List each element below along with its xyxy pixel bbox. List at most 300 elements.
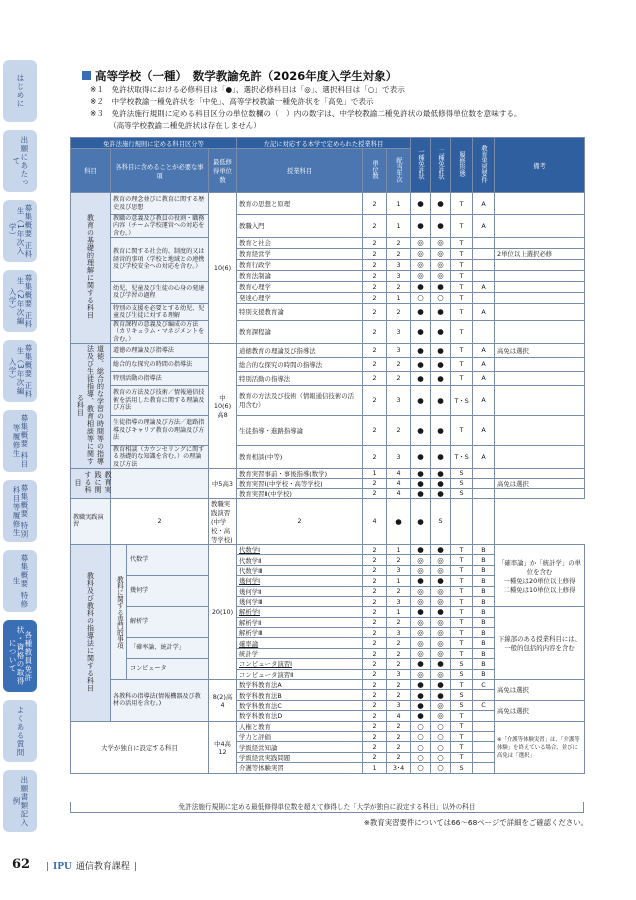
type2-mark: ● — [431, 281, 451, 292]
practice-req: A — [473, 357, 495, 371]
year: 1 — [387, 292, 411, 303]
page-title — [82, 68, 397, 84]
method: T — [451, 680, 473, 690]
type2-mark: ◎ — [431, 270, 451, 281]
year: 2 — [387, 586, 411, 596]
header-type2: 二種免許状 — [431, 138, 451, 193]
table-row — [71, 385, 585, 415]
type1-mark: ◎ — [411, 565, 431, 575]
practice-req — [473, 468, 495, 478]
table-row — [71, 544, 585, 554]
practice-reference-note: ※教育実習要件については66〜68ページで詳細をご確認ください。 — [363, 818, 588, 827]
method: S — [451, 700, 473, 710]
type1-mark: ● — [411, 576, 431, 586]
method: T — [451, 343, 473, 357]
units: 2 — [363, 544, 387, 554]
header-remarks: 備考 — [495, 138, 585, 193]
category-jissen: 教育実践に関する科目 — [71, 468, 111, 498]
method: S — [451, 478, 473, 488]
header-course: 授業科目 — [237, 149, 363, 193]
type2-mark: ● — [431, 607, 451, 617]
type1-mark: ○ — [411, 292, 431, 303]
subject-group-label: 「確率論、統計学」 — [127, 638, 208, 659]
units: 2 — [363, 371, 387, 385]
remarks-cell — [495, 303, 585, 320]
type2-mark: ○ — [431, 721, 451, 731]
type2-mark: ● — [431, 576, 451, 586]
type1-mark: ◎ — [411, 669, 431, 679]
method: T — [451, 215, 473, 238]
course-name: 特別支援教育論 — [237, 303, 363, 320]
type2-mark: ● — [431, 478, 451, 488]
method: T — [451, 721, 473, 731]
units: 2 — [363, 357, 387, 371]
course-name: 教育経営学 — [237, 248, 363, 259]
type2-mark: ◎ — [431, 628, 451, 638]
side-tab-10[interactable] — [3, 700, 37, 762]
practice-req: B — [473, 659, 495, 669]
method: T — [451, 607, 473, 617]
type1-mark: ● — [411, 215, 431, 238]
units: 2 — [363, 292, 387, 303]
method: T — [451, 752, 473, 762]
brand-logo: IPU — [53, 862, 72, 872]
course-name: 解析学Ⅰ — [237, 607, 363, 617]
units: 2 — [363, 478, 387, 488]
units: 2 — [363, 628, 387, 638]
course-name: 教育課程論 — [237, 320, 363, 343]
table-row — [71, 721, 585, 731]
practice-req: A — [473, 193, 495, 215]
method: T — [451, 248, 473, 259]
type2-mark: ● — [431, 415, 451, 445]
type1-mark: ● — [411, 544, 431, 554]
required-item: 幼児、児童及び生徒の心身の発達及び学習の過程 — [111, 281, 209, 303]
header-min-units: 最低修得単位数 — [209, 149, 237, 193]
units: 2 — [363, 742, 387, 752]
type1-mark: ● — [411, 320, 431, 343]
category-kyoka: 教科及び教科の指導法に関する科目 — [71, 544, 111, 721]
type2-mark: ● — [431, 215, 451, 238]
remarks-cell — [473, 498, 495, 544]
subject-group-label: 代数学 — [127, 545, 208, 576]
practice-req: A — [473, 303, 495, 320]
note-3: ※３ 免許法施行規則に定める科目区分の単位数欄の（ ）内の数字は、中学校教諭二種免許状の最低修得単位数を意味する。 — [90, 109, 522, 118]
required-item: 特別活動の指導法 — [111, 371, 209, 385]
practice-req: B — [473, 586, 495, 596]
course-name: 生徒指導・進路指導論 — [237, 415, 363, 445]
method: T・S — [451, 445, 473, 468]
side-tab-label: はじめに — [15, 74, 25, 108]
year: 1 — [387, 544, 411, 554]
course-name: 学級経営実践問題 — [237, 752, 363, 762]
type2-mark: ◎ — [431, 248, 451, 259]
required-item: 教職の意義及び教員の役割・職務内容（チーム学校運営への対応を含む。） — [111, 215, 209, 238]
course-name: 数学科教育法C — [237, 700, 363, 710]
units: 2 — [363, 385, 387, 415]
category-daigaku: 大学が独自に設定する科目 — [71, 721, 209, 773]
required-item: 教育課程の意義及び編成の方法（カリキュラム・マネジメントを含む。） — [111, 320, 209, 343]
practice-req: C — [473, 680, 495, 690]
remarks-cell: 高免は選択 — [495, 343, 585, 357]
required-item: 教育に関する社会的、制度的又は経営的事項（学校と地域との連携及び学校安全への対応を含む。） — [111, 237, 209, 281]
table-row — [71, 371, 585, 385]
table-row — [71, 445, 585, 468]
required-item: 特別の支援を必要とする幼児、児童及び生徒に対する理解 — [111, 303, 209, 320]
units: 2 — [363, 445, 387, 468]
practice-req: A — [473, 215, 495, 238]
header-right-group: 左記に対応する本学で定められた授業科目 — [237, 138, 411, 149]
units: 2 — [363, 711, 387, 721]
page-number: 62 — [12, 857, 31, 872]
method: T — [451, 742, 473, 752]
category-kyoshoku: 教職実践演習 — [71, 498, 111, 544]
type2-mark: ● — [411, 498, 431, 544]
units: 2 — [363, 690, 387, 700]
units: 2 — [363, 281, 387, 292]
kyoka-sub-label: 教科に関する専門的事項 — [111, 545, 127, 679]
course-name: 介護等体験実習 — [237, 763, 363, 773]
course-name: 幾何学Ⅱ — [237, 586, 363, 596]
type1-mark: ● — [411, 607, 431, 617]
method: T — [451, 259, 473, 270]
units: 2 — [363, 555, 387, 565]
year: 2 — [387, 690, 411, 700]
table-row — [71, 193, 585, 215]
course-name: 発達心理学 — [237, 292, 363, 303]
course-name: 特別活動の指導法 — [237, 371, 363, 385]
type1-mark: ● — [411, 478, 431, 488]
course-name: 人権と教育 — [237, 721, 363, 731]
year: 2 — [387, 371, 411, 385]
remarks-cell — [495, 292, 585, 303]
practice-req — [473, 270, 495, 281]
type2-mark: ◎ — [431, 237, 451, 248]
course-name: コンピュータ演習Ⅰ — [237, 659, 363, 669]
method: T — [451, 731, 473, 741]
required-item: 教育の理念並びに教育に関する歴史及び思想 — [111, 193, 209, 215]
practice-req — [473, 752, 495, 762]
units: 2 — [363, 303, 387, 320]
side-tab-7[interactable] — [3, 480, 37, 542]
remarks-cell — [495, 215, 585, 238]
side-tab-4[interactable] — [3, 270, 37, 332]
type1-mark: ◎ — [411, 628, 431, 638]
type2-mark: ● — [431, 659, 451, 669]
year: 2 — [387, 659, 411, 669]
practice-req: B — [473, 544, 495, 554]
type1-mark: ◎ — [411, 259, 431, 270]
min-units: 2 — [111, 498, 209, 544]
subject-group-label: 幾何学 — [127, 576, 208, 607]
subject-groups — [111, 544, 209, 679]
practice-req: B — [473, 628, 495, 638]
type1-mark: ○ — [411, 731, 431, 741]
practice-req: B — [473, 648, 495, 658]
units: 2 — [363, 343, 387, 357]
year: 2 — [387, 281, 411, 292]
type2-mark: ● — [431, 357, 451, 371]
side-tab-label: 出願にあたって — [12, 135, 29, 187]
method: S — [451, 488, 473, 498]
units: 2 — [237, 498, 363, 544]
min-units: 10(6) — [209, 193, 237, 344]
side-tab-8[interactable] — [3, 550, 37, 612]
type1-mark: ● — [411, 357, 431, 371]
type1-mark: ● — [411, 303, 431, 320]
course-name: 数学科教育法B — [237, 690, 363, 700]
method: T — [451, 586, 473, 596]
units: 2 — [363, 659, 387, 669]
method: T — [451, 193, 473, 215]
type1-mark: ◎ — [411, 248, 431, 259]
method: T — [451, 303, 473, 320]
method: T — [451, 544, 473, 554]
units: 2 — [363, 576, 387, 586]
method: T — [451, 617, 473, 627]
units: 2 — [363, 215, 387, 238]
course-name: 数学科教育法D — [237, 711, 363, 721]
year: 3 — [387, 259, 411, 270]
course-name: 教職実践演習(中学校・高等学校) — [209, 498, 237, 544]
type2-mark: ● — [431, 544, 451, 554]
type1-mark: ◎ — [411, 648, 431, 658]
side-tab-9[interactable] — [3, 620, 37, 692]
required-item: 教育の方法及び技術／情報通信技術を活用した教育に関する理論及び方法 — [111, 385, 209, 415]
method: T — [451, 281, 473, 292]
type1-mark: ● — [411, 445, 431, 468]
required-item: 生徒指導の理論及び方法／進路指導及びキャリア教育の理論及び方法 — [111, 415, 209, 445]
type1-mark: ● — [387, 498, 411, 544]
course-name: 教育相談(中等) — [237, 445, 363, 468]
units: 2 — [363, 237, 387, 248]
practice-req: B — [473, 596, 495, 606]
year: 2 — [387, 731, 411, 741]
units: 2 — [363, 731, 387, 741]
course-name: 教育行政学 — [237, 259, 363, 270]
side-tab-5[interactable] — [3, 340, 37, 402]
year: 3 — [387, 628, 411, 638]
header-left-group: 免許法施行規則に定める科目区分等 — [71, 138, 237, 149]
type2-mark: ◎ — [431, 555, 451, 565]
side-tab-label: よくある質問 — [15, 705, 25, 757]
units: 2 — [363, 586, 387, 596]
remarks-kaigo: ※「介護等体験実習」は、「介護等体験」を終えている場合、並びに高免は「選択」 — [495, 721, 585, 773]
practice-req: A — [473, 415, 495, 445]
type1-mark: ● — [411, 680, 431, 690]
units: 2 — [363, 270, 387, 281]
practice-req: B — [473, 565, 495, 575]
remarks-cell: 2単位以上選択必修 — [495, 248, 585, 259]
remarks-underline: 下線部のある授業科目には、一般的包括的内容を含む — [495, 607, 585, 680]
category-kyoiku-kiso: 教育の基礎的理解に関する科目 — [71, 193, 111, 344]
year: 2 — [387, 357, 411, 371]
practice-req: A — [473, 343, 495, 357]
type2-mark: ◎ — [431, 669, 451, 679]
method: S — [451, 763, 473, 773]
type1-mark: ● — [411, 343, 431, 357]
required-item: 道徳の理論及び指導法 — [111, 343, 209, 357]
course-name: 教育心理学 — [237, 281, 363, 292]
type2-mark: ◎ — [431, 700, 451, 710]
practice-req — [473, 721, 495, 731]
course-name: 確率論 — [237, 638, 363, 648]
header-units: 単位数 — [363, 149, 387, 193]
type2-mark: ● — [431, 445, 451, 468]
type1-mark: ○ — [411, 763, 431, 773]
practice-req: A — [473, 371, 495, 385]
units: 2 — [363, 193, 387, 215]
type1-mark: ● — [411, 371, 431, 385]
side-tab-label: 募集概要 特修生 — [12, 553, 29, 609]
type1-mark: ● — [411, 700, 431, 710]
practice-req: A — [473, 385, 495, 415]
note-4: （高等学校教諭二種免許状は存在しません） — [90, 121, 261, 130]
practice-req: B — [473, 555, 495, 565]
year: 4 — [387, 711, 411, 721]
units: 2 — [363, 565, 387, 575]
side-tab-label: 募集概要 科目等履修生 — [12, 413, 29, 469]
type2-mark: ○ — [431, 752, 451, 762]
side-tab-11[interactable] — [3, 770, 37, 832]
side-tab-label: 募集概要 特別科目等履修生 — [12, 483, 29, 539]
table-row — [71, 320, 585, 343]
type2-mark: ◎ — [431, 596, 451, 606]
required-item: 教育相談（カウンセリングに関する基礎的な知識を含む。）の理論及び方法 — [111, 445, 209, 468]
course-name: 代数学Ⅲ — [237, 565, 363, 575]
type1-mark: ◎ — [411, 596, 431, 606]
course-name: 教育法制論 — [237, 270, 363, 281]
course-name: 教育実習Ⅱ(中学校) — [237, 488, 363, 498]
course-name: 教育の方法及び技術（情報通信技術の活用含む） — [237, 385, 363, 415]
year: 4 — [387, 478, 411, 488]
type2-mark: ◎ — [431, 617, 451, 627]
type2-mark: ● — [431, 680, 451, 690]
type2-mark: ● — [431, 303, 451, 320]
year: 3 — [387, 445, 411, 468]
side-tab-1[interactable] — [3, 60, 37, 122]
min-units: 20(10) — [209, 544, 237, 679]
note-1: ※１ 免許状取得における必修科目は「●」、選択必修科目は「◎」、選択科目は「○」で表示 — [90, 85, 405, 94]
table-row — [71, 498, 585, 544]
header-type1: 一種免許状 — [411, 138, 431, 193]
side-tab-6[interactable] — [3, 410, 37, 472]
type1-mark: ◎ — [411, 237, 431, 248]
remarks-cell — [495, 259, 585, 270]
remarks-cell — [495, 488, 585, 498]
table-row — [71, 680, 585, 690]
type1-mark: ◎ — [411, 586, 431, 596]
practice-req — [473, 690, 495, 700]
units: 2 — [363, 259, 387, 270]
type1-mark: ● — [411, 488, 431, 498]
year: 2 — [387, 648, 411, 658]
course-name: 解析学Ⅱ — [237, 617, 363, 627]
table-row — [71, 215, 585, 238]
side-tab-2[interactable] — [3, 130, 37, 192]
course-name: 数学科教育法A — [237, 680, 363, 690]
units: 2 — [363, 638, 387, 648]
title-square-icon — [82, 71, 91, 80]
type1-mark: ● — [411, 281, 431, 292]
remarks-cell — [495, 281, 585, 292]
table-row — [71, 357, 585, 371]
side-tab-label: 募集概要 正科生（2年次編入学） — [8, 273, 33, 329]
year: 4 — [387, 468, 411, 478]
course-name: 道徳教育の理論及び指導法 — [237, 343, 363, 357]
year: 2 — [387, 638, 411, 648]
remarks-cell — [495, 270, 585, 281]
practice-req: C — [473, 700, 495, 710]
practice-req — [473, 711, 495, 721]
type1-mark: ● — [411, 415, 431, 445]
subject-group-label: コンピュータ — [130, 665, 167, 673]
method: T — [451, 415, 473, 445]
type2-mark: ◎ — [431, 565, 451, 575]
type2-mark: ● — [431, 320, 451, 343]
min-units: 8(2)高4 — [209, 680, 237, 722]
practice-req — [473, 478, 495, 488]
year: 1 — [387, 607, 411, 617]
year: 2 — [387, 742, 411, 752]
year: 3 — [387, 596, 411, 606]
practice-req — [451, 498, 473, 544]
year: 2 — [387, 721, 411, 731]
units: 2 — [363, 752, 387, 762]
year: 3 — [387, 700, 411, 710]
remarks-cell — [495, 357, 585, 371]
practice-req — [473, 731, 495, 741]
type1-mark: ◎ — [411, 555, 431, 565]
type1-mark: ○ — [411, 742, 431, 752]
year: 4 — [363, 498, 387, 544]
header-subject: 科目 — [71, 149, 111, 193]
course-name: 代数学Ⅱ — [237, 555, 363, 565]
header-practice: 教育実習要件 — [473, 138, 495, 193]
side-tab-3[interactable] — [3, 200, 37, 262]
type2-mark: ◎ — [431, 259, 451, 270]
year: 3 — [387, 343, 411, 357]
units: 2 — [363, 648, 387, 658]
units: 2 — [363, 617, 387, 627]
table-row — [71, 468, 585, 478]
table-row — [71, 237, 585, 248]
year: 2 — [387, 237, 411, 248]
type2-mark: ◎ — [431, 648, 451, 658]
course-name: 解析学Ⅲ — [237, 628, 363, 638]
year: 3 — [387, 565, 411, 575]
course-name: コンピュータ演習Ⅱ — [237, 669, 363, 679]
type1-mark: ● — [411, 711, 431, 721]
course-name: 教育と社会 — [237, 237, 363, 248]
practice-req — [473, 742, 495, 752]
table-row — [71, 281, 585, 292]
type1-mark: ◎ — [411, 270, 431, 281]
course-name: 代数学Ⅰ — [237, 544, 363, 554]
practice-req — [473, 259, 495, 270]
type1-mark: ◎ — [411, 617, 431, 627]
method: T — [451, 638, 473, 648]
type2-mark: ◎ — [431, 586, 451, 596]
year: 2 — [387, 303, 411, 320]
type2-mark: ● — [431, 690, 451, 700]
footer-note: 免許法施行規則に定める最低修得単位数を超えて修得した「大学が独自に設定する科目」以外の科目 — [70, 802, 584, 813]
remarks-subject: 「確率論」か「統計学」の単位を含む 一種免は20単位以上修得 二種免は10単位以上修得 — [495, 544, 585, 606]
type1-mark: ● — [411, 659, 431, 669]
note-2: ※２ 中学校教諭一種免許状を「中免」、高等学校教諭一種免許状を「高免」で表示 — [90, 97, 374, 106]
remarks-cell — [495, 320, 585, 343]
practice-req — [473, 488, 495, 498]
